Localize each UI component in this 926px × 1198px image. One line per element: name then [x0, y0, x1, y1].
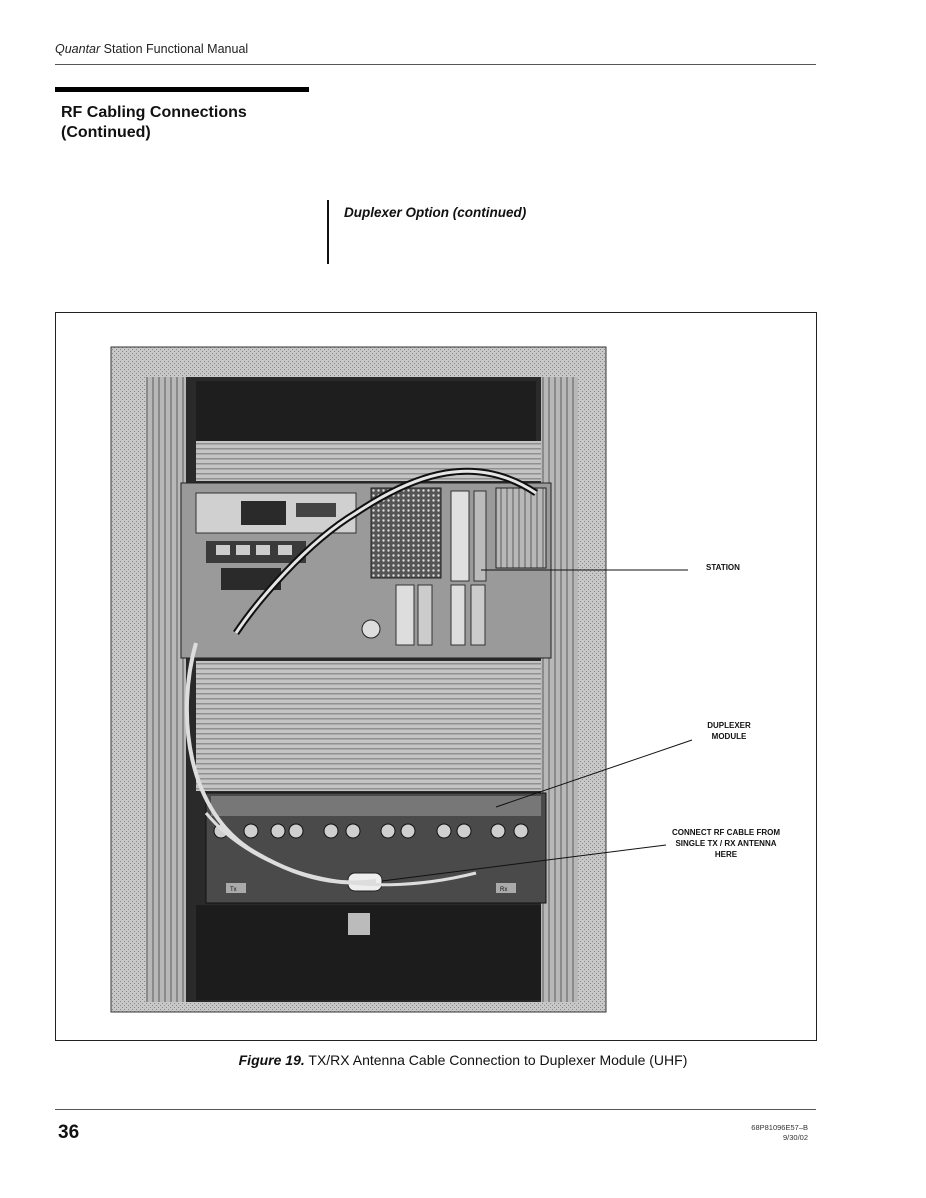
figure-frame	[55, 312, 817, 1041]
footer-rule	[55, 1109, 816, 1110]
change-bar	[327, 200, 329, 264]
doc-code-number: 68P81096E57–B	[751, 1123, 808, 1132]
doc-code-date: 9/30/02	[782, 1133, 808, 1142]
section-title-line2: (Continued)	[61, 124, 151, 141]
subheading: Duplexer Option (continued)	[344, 205, 527, 220]
header-product-name: Quantar	[55, 42, 101, 56]
running-header	[55, 42, 248, 56]
section-title	[61, 103, 247, 143]
section-title-line1: RF Cabling Connections	[61, 104, 247, 121]
page-number: 36	[58, 1122, 80, 1143]
right-rail	[541, 377, 578, 1002]
callout-duplexer-line2: MODULE	[711, 732, 747, 741]
callout-duplexer-line1: DUPLEXER	[707, 721, 751, 730]
figure-caption-text: TX/RX Antenna Cable Connection to Duplexer Module (UHF)	[304, 1052, 688, 1068]
duplexer-rx-label: Rx	[500, 887, 508, 893]
doc-code	[751, 1123, 808, 1143]
callout-connect-line1: CONNECT RF CABLE FROM	[672, 828, 780, 837]
duplexer-tx-label: Tx	[230, 887, 237, 893]
callout-connect-line2: SINGLE TX / RX ANTENNA	[675, 839, 777, 848]
blank-panel	[196, 661, 541, 791]
callout-station: STATION	[706, 563, 740, 572]
callout-connect-line3: HERE	[714, 850, 738, 859]
section-bar	[55, 87, 309, 92]
left-rail	[146, 377, 186, 1002]
header-rule	[55, 64, 816, 65]
figure-caption-label: Figure 19.	[238, 1052, 305, 1068]
figure-photo	[56, 313, 818, 1042]
header-manual-title: Station Functional Manual	[100, 42, 249, 56]
figure-caption	[0, 1052, 926, 1068]
